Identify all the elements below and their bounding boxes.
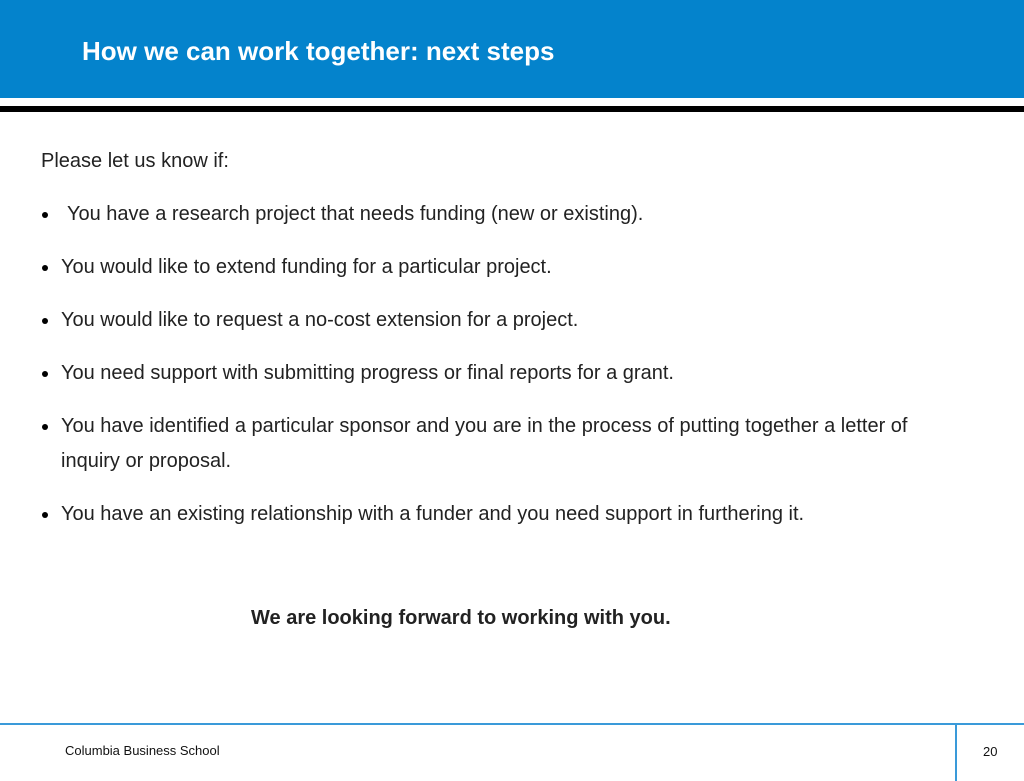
list-item	[40, 303, 940, 338]
header-divider	[0, 106, 1024, 112]
list-item-text: You would like to extend funding for a particular project.	[61, 256, 552, 278]
list-item-text: You have identified a particular sponsor and you are in the process of putting together a letter of inquiry or proposal.	[61, 415, 908, 472]
list-item	[40, 197, 940, 232]
footer-vertical-divider	[955, 725, 957, 781]
list-item-text: You would like to request a no-cost extension for a project.	[61, 309, 579, 331]
footer-divider	[0, 723, 1024, 725]
list-item-text: You need support with submitting progress or final reports for a grant.	[61, 362, 674, 384]
closing-statement: We are looking forward to working with you.	[251, 607, 671, 629]
list-item	[40, 356, 940, 391]
list-item-text: You have a research project that needs funding (new or existing).	[67, 203, 644, 225]
bullet-icon	[42, 371, 48, 377]
bullet-icon	[42, 512, 48, 518]
list-item	[40, 409, 940, 479]
footer-organization: Columbia Business School	[65, 743, 220, 758]
list-item-text: You have an existing relationship with a funder and you need support in furthering it.	[61, 503, 805, 525]
slide-header	[0, 0, 1024, 98]
bullet-icon	[42, 212, 48, 218]
bullet-icon	[42, 424, 48, 430]
bullet-icon	[42, 265, 48, 271]
page-number: 20	[983, 744, 998, 759]
list-item	[40, 250, 940, 285]
slide-title: How we can work together: next steps	[82, 36, 555, 66]
intro-text: Please let us know if:	[41, 150, 229, 172]
list-item	[40, 497, 940, 532]
bullet-icon	[42, 318, 48, 324]
